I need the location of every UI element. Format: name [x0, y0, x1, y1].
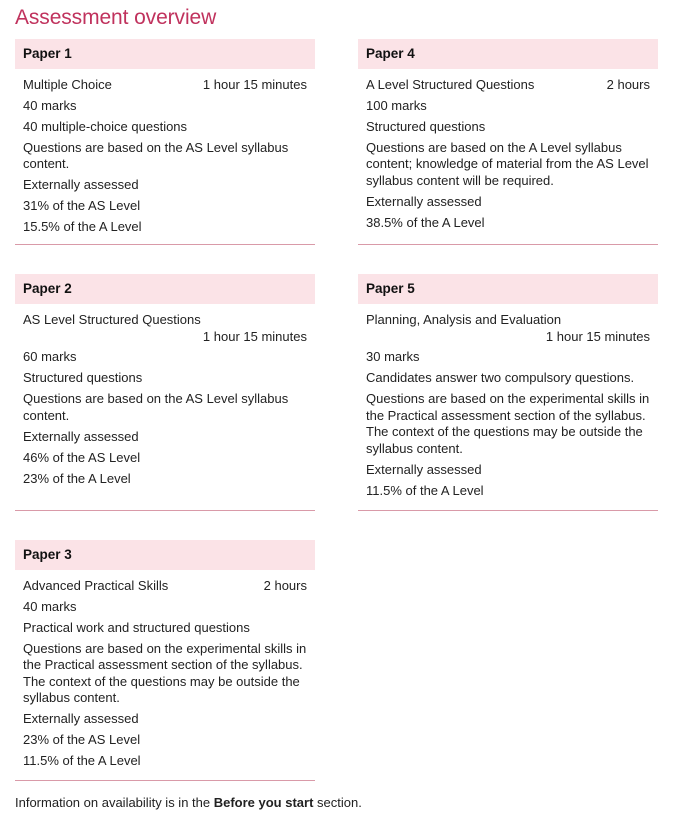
paper-duration: 1 hour 15 minutes: [202, 328, 307, 344]
paper-weighting-a: 23% of the A Level: [23, 470, 131, 486]
paper-weighting-a: 11.5% of the A Level: [366, 482, 484, 498]
paper-content-basis: Questions are based on the A Level syllabus content; knowledge of material from the AS Level syllabus content will be required.: [366, 139, 649, 188]
paper-weighting-as: 46% of the AS Level: [23, 449, 141, 465]
paper-name: A Level Structured Questions: [366, 77, 535, 92]
paper-marks: 30 marks: [366, 349, 420, 364]
divider: [15, 780, 315, 781]
paper-question-type: Structured questions: [366, 118, 486, 134]
paper-marks: 40 marks: [23, 598, 77, 614]
before-you-start-reference: Before you start: [213, 795, 314, 810]
paper-weighting-as: 31% of the AS Level: [23, 198, 141, 213]
divider: [15, 244, 315, 245]
paper-question-type: Structured questions: [23, 370, 143, 385]
paper-content-basis: Questions are based on the AS Level syllabus content.: [23, 391, 289, 423]
paper-header: Paper 3: [15, 540, 315, 570]
paper-4-card: [358, 39, 658, 245]
paper-assessment: Externally assessed: [366, 461, 482, 477]
paper-1-card: [15, 39, 315, 245]
paper-header: Paper 4: [358, 39, 658, 69]
paper-weighting-a: 38.5% of the A Level: [366, 214, 485, 230]
divider: [358, 244, 658, 245]
availability-note-prefix: Information on availability is in the: [15, 795, 214, 810]
page-title: Assessment overview: [15, 6, 217, 29]
paper-name: Multiple Choice: [23, 77, 112, 92]
paper-marks: 60 marks: [23, 349, 77, 364]
paper-name: Advanced Practical Skills: [23, 578, 169, 593]
paper-header: Paper 5: [358, 274, 658, 304]
paper-duration: 1 hour 15 minutes: [545, 328, 650, 344]
paper-5-card: [358, 274, 658, 511]
paper-weighting-a: 15.5% of the A Level: [23, 219, 142, 234]
paper-content-basis: Questions are based on the experimental skills in the Practical assessment section of the syllabus. The context of the questions may be outside the syllabus content.: [366, 391, 650, 456]
paper-name: Planning, Analysis and Evaluation: [366, 312, 562, 327]
availability-note: [15, 795, 362, 810]
paper-header: Paper 1: [15, 39, 315, 69]
paper-marks: 100 marks: [366, 97, 427, 113]
paper-assessment: Externally assessed: [23, 177, 139, 192]
paper-assessment: Externally assessed: [23, 428, 139, 444]
paper-weighting-as: 23% of the AS Level: [23, 732, 141, 747]
paper-assessment: Externally assessed: [366, 193, 482, 209]
paper-question-type: Candidates answer two compulsory questions.: [366, 370, 635, 385]
paper-assessment: Externally assessed: [23, 711, 139, 726]
paper-question-type: 40 multiple-choice questions: [23, 118, 188, 134]
divider: [15, 510, 315, 511]
paper-weighting-a: 11.5% of the A Level: [23, 753, 141, 768]
paper-content-basis: Questions are based on the AS Level syllabus content.: [23, 139, 289, 171]
paper-duration: 1 hour 15 minutes: [202, 77, 307, 92]
paper-question-type: Practical work and structured questions: [23, 619, 250, 635]
availability-note-suffix: section.: [313, 795, 362, 810]
divider: [358, 510, 658, 511]
paper-marks: 40 marks: [23, 97, 77, 113]
paper-header: Paper 2: [15, 274, 315, 304]
paper-duration: 2 hours: [606, 77, 650, 92]
paper-name: AS Level Structured Questions: [23, 312, 201, 327]
paper-content-basis: Questions are based on the experimental skills in the Practical assessment section of the syllabus. The context of the questions may be outside the syllabus content.: [23, 640, 307, 705]
paper-3-card: [15, 540, 315, 781]
paper-duration: 2 hours: [263, 578, 307, 593]
paper-2-card: [15, 274, 315, 511]
